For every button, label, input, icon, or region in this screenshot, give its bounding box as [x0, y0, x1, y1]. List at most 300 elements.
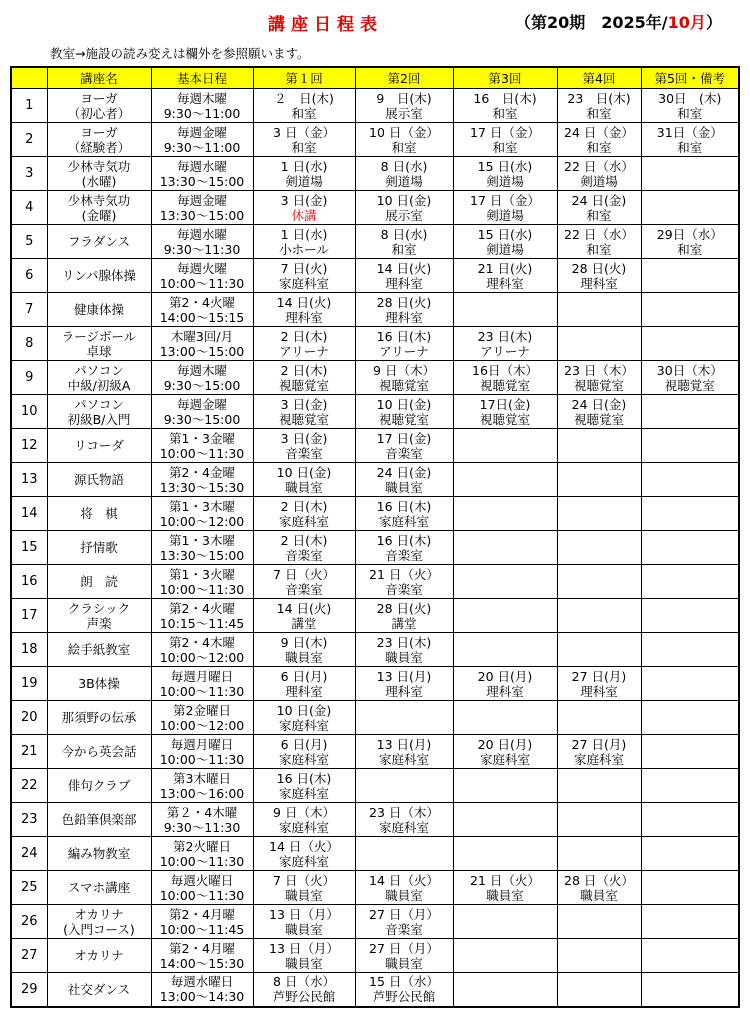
cell-line-secondary: 9:30～15:00	[163, 411, 241, 427]
session-4-cell	[557, 123, 641, 157]
cell-line-secondary: 13:30～15:00	[159, 547, 245, 563]
cell-line-primary: 朗 読	[80, 574, 118, 589]
cell-line-primary: 3 日(金)	[280, 396, 328, 412]
cell-line-secondary: 10:00～11:30	[159, 683, 245, 699]
cell-line-secondary: 10:00～11:30	[159, 275, 245, 291]
schedule-cell	[151, 939, 253, 973]
row-number-cell: 8	[11, 327, 47, 361]
session-3-cell	[453, 225, 557, 259]
cell-line-secondary: 職員室	[285, 921, 323, 937]
session-1-cell	[253, 463, 355, 497]
cell-line-secondary: 家庭科室	[278, 785, 329, 801]
cell-line-primary: 第2・4木曜	[169, 634, 235, 650]
table-row	[11, 735, 739, 769]
cell-line-primary: 22 日（水）	[564, 158, 634, 174]
cell-line-secondary: 10:00～12:00	[159, 649, 245, 665]
session-2-cell	[355, 667, 453, 701]
cell-line-primary: 少林寺気功	[67, 158, 131, 174]
cell-line-secondary: 音楽室	[385, 547, 423, 563]
schedule-cell	[151, 905, 253, 939]
session-2-cell	[355, 871, 453, 905]
session-3-cell	[453, 191, 557, 225]
cell-line-secondary: 和室	[391, 139, 417, 155]
cell-line-secondary: 和室	[586, 241, 612, 257]
session-3-cell	[453, 361, 557, 395]
cell-line-primary: 第1・3火曜	[169, 566, 235, 582]
cell-line-primary: 13 日(月)	[376, 668, 432, 684]
cell-line-primary: 毎週水曜	[176, 158, 227, 174]
cell-line-secondary: 14:00～15:15	[159, 309, 245, 325]
col-header-course: 講座名	[47, 67, 151, 89]
cell-line-secondary: 講堂	[291, 615, 317, 631]
cell-line-secondary: 職員室	[385, 479, 423, 495]
cell-line-primary: 編み物教室	[67, 846, 131, 861]
cell-line-primary: 10 日(金)	[376, 192, 432, 208]
schedule-cell	[151, 395, 253, 429]
cell-line-secondary: 家庭科室	[278, 853, 329, 869]
cell-line-secondary: 音楽室	[285, 547, 323, 563]
table-row	[11, 667, 739, 701]
cell-line-primary: 16 日(木)	[276, 770, 332, 786]
cell-line-secondary: アリーナ	[480, 343, 530, 359]
cell-line-primary: 木曜3回/月	[170, 328, 234, 344]
session-2-cell	[355, 497, 453, 531]
cell-line-secondary: 視聴覚室	[378, 377, 429, 393]
cell-line-secondary: 和室	[586, 105, 612, 121]
session-1-cell	[253, 973, 355, 1007]
schedule-cell	[151, 871, 253, 905]
table-row	[11, 259, 739, 293]
session-2-cell	[355, 157, 453, 191]
cell-line-secondary: 家庭科室	[278, 819, 329, 835]
cell-line-secondary: 中級/初級A	[67, 377, 131, 393]
cell-line-secondary: 声楽	[86, 615, 112, 631]
session-5-cell	[641, 531, 739, 565]
cell-line-secondary: （初心者）	[67, 105, 131, 121]
cell-line-secondary: 和室	[492, 105, 518, 121]
cell-line-primary: 27 日(月)	[571, 668, 627, 684]
course-name-cell	[47, 225, 151, 259]
session-1-cell	[253, 497, 355, 531]
cell-line-secondary: アリーナ	[379, 343, 429, 359]
cell-line-secondary: 小ホール	[279, 241, 329, 257]
schedule-cell	[151, 497, 253, 531]
session-5-cell	[641, 327, 739, 361]
cell-line-secondary: 和室	[586, 207, 612, 223]
row-number-cell: 13	[11, 463, 47, 497]
course-name-cell	[47, 939, 151, 973]
table-row	[11, 429, 739, 463]
cell-line-primary: 3 日(金)	[280, 430, 328, 446]
cell-line-primary: 6 日(月)	[280, 668, 328, 684]
cell-line-primary: 将 棋	[80, 506, 118, 521]
session-4-cell	[557, 973, 641, 1007]
cell-line-secondary: 9:30～11:00	[163, 105, 241, 121]
period-month: 10月	[667, 13, 706, 32]
session-2-cell	[355, 327, 453, 361]
session-2-cell	[355, 633, 453, 667]
schedule-cell	[151, 191, 253, 225]
cell-line-secondary: 理科室	[285, 683, 323, 699]
session-5-cell	[641, 225, 739, 259]
table-row	[11, 191, 739, 225]
session-5-cell	[641, 361, 739, 395]
cell-line-secondary: (金曜)	[81, 207, 117, 223]
table-row	[11, 769, 739, 803]
session-4-cell	[557, 293, 641, 327]
course-name-cell	[47, 633, 151, 667]
table-row	[11, 293, 739, 327]
session-5-cell	[641, 939, 739, 973]
cell-line-secondary: 剣道場	[580, 173, 618, 189]
col-header-session-1: 第１回	[253, 67, 355, 89]
cell-line-secondary: 職員室	[486, 887, 524, 903]
session-1-cell	[253, 89, 355, 123]
session-1-cell	[253, 837, 355, 871]
session-4-cell	[557, 531, 641, 565]
session-1-cell	[253, 361, 355, 395]
cell-line-secondary: 職員室	[385, 955, 423, 971]
course-name-cell	[47, 463, 151, 497]
cell-line-secondary: 職員室	[285, 479, 323, 495]
row-number-cell: 27	[11, 939, 47, 973]
cell-line-secondary: 剣道場	[486, 207, 524, 223]
cell-line-secondary: 初級B/入門	[67, 411, 131, 427]
cell-line-primary: 毎週水曜日	[170, 974, 234, 990]
course-name-cell	[47, 497, 151, 531]
cell-line-primary: 17 日(金)	[376, 430, 432, 446]
schedule-cell	[151, 837, 253, 871]
cell-line-primary: 20 日(月)	[477, 736, 533, 752]
cell-line-primary: 31日（金）	[656, 124, 723, 140]
row-number-cell: 5	[11, 225, 47, 259]
cell-line-primary: 第1・3金曜	[169, 430, 235, 446]
course-name-cell	[47, 599, 151, 633]
session-1-cell	[253, 905, 355, 939]
table-row	[11, 327, 739, 361]
row-number-cell: 3	[11, 157, 47, 191]
cell-line-primary: 8 日（水）	[273, 974, 335, 990]
table-row	[11, 599, 739, 633]
cell-line-secondary: 理科室	[580, 683, 618, 699]
facility-note: 教室→施設の読み変えは欄外を参照願います。	[50, 46, 310, 61]
row-number-cell: 16	[11, 565, 47, 599]
cell-line-primary: ヨーガ	[80, 90, 118, 106]
cell-line-primary: 20 日(月)	[477, 668, 533, 684]
schedule-cell	[151, 769, 253, 803]
cell-line-secondary: 家庭科室	[378, 819, 429, 835]
cell-line-secondary: 和室	[391, 241, 417, 257]
cell-line-secondary: 13:00～16:00	[159, 785, 245, 801]
cell-line-primary: リンパ腺体操	[61, 268, 137, 283]
cell-line-primary: 9 日(木)	[376, 90, 432, 106]
cell-line-primary: 13 日（月）	[269, 906, 339, 922]
cell-line-primary: 30日 (木)	[658, 90, 722, 106]
schedule-cell	[151, 565, 253, 599]
table-row	[11, 973, 739, 1007]
table-row	[11, 837, 739, 871]
cell-line-primary: 15 日(水)	[477, 158, 533, 174]
session-2-cell	[355, 191, 453, 225]
session-4-cell	[557, 905, 641, 939]
cell-line-primary: 21 日（火）	[470, 872, 540, 888]
cell-line-primary: 社交ダンス	[67, 981, 131, 997]
cell-line-primary: 那須野の伝承	[61, 710, 137, 725]
table-row	[11, 633, 739, 667]
session-4-cell	[557, 361, 641, 395]
cell-line-primary: 14 日(火)	[376, 260, 432, 276]
session-1-cell	[253, 565, 355, 599]
session-4-cell	[557, 259, 641, 293]
schedule-cell	[151, 157, 253, 191]
cell-line-secondary: 視聴覚室	[278, 377, 329, 393]
row-number-cell: 1	[11, 89, 47, 123]
course-name-cell	[47, 837, 151, 871]
cell-line-primary: 色鉛筆倶楽部	[61, 812, 137, 827]
session-1-cell	[253, 259, 355, 293]
session-5-cell	[641, 667, 739, 701]
cell-line-secondary: 家庭科室	[378, 513, 429, 529]
cell-line-primary: 16 日(木)	[376, 328, 432, 344]
cell-line-primary: 第2・4火曜	[169, 294, 235, 310]
session-2-cell	[355, 89, 453, 123]
session-2-cell	[355, 293, 453, 327]
cell-line-secondary: 職員室	[385, 887, 423, 903]
cell-line-primary: 毎週木曜	[176, 362, 227, 378]
cell-line-primary: スマホ講座	[67, 880, 131, 895]
session-5-cell	[641, 497, 739, 531]
course-name-cell	[47, 565, 151, 599]
cell-line-primary: 13 日（月）	[269, 940, 339, 956]
cell-line-primary: ２ 日(木)	[274, 90, 334, 106]
cell-line-secondary: 9:30～11:00	[163, 139, 241, 155]
session-5-cell	[641, 89, 739, 123]
cell-line-primary: 少林寺気功	[67, 192, 131, 208]
session-5-cell	[641, 293, 739, 327]
session-4-cell	[557, 633, 641, 667]
cell-line-primary: 24 日（金）	[564, 124, 634, 140]
cell-line-secondary: 視聴覚室	[278, 411, 329, 427]
cell-line-primary: ラージボール	[61, 328, 137, 344]
row-number-cell: 14	[11, 497, 47, 531]
cell-line-secondary: 10:00～11:30	[159, 445, 245, 461]
session-4-cell	[557, 939, 641, 973]
session-2-cell	[355, 123, 453, 157]
session-3-cell	[453, 735, 557, 769]
period-prefix: （第20期 2025年/	[515, 13, 668, 32]
cell-line-secondary: 芦野公民館	[372, 989, 436, 1005]
session-3-cell	[453, 599, 557, 633]
cell-line-secondary: 和室	[586, 139, 612, 155]
cell-line-primary: 23 日(木)	[567, 90, 631, 106]
cell-line-primary: 28 日(火)	[376, 294, 432, 310]
course-name-cell	[47, 259, 151, 293]
cell-line-primary: 毎週火曜	[176, 260, 227, 276]
cell-line-primary: 9 日（木）	[373, 362, 435, 378]
session-3-cell	[453, 259, 557, 293]
session-4-cell	[557, 89, 641, 123]
session-4-cell	[557, 225, 641, 259]
period-suffix: ）	[705, 13, 722, 32]
cell-line-primary: 第3木曜日	[173, 770, 231, 786]
row-number-cell: 26	[11, 905, 47, 939]
schedule-cell	[151, 599, 253, 633]
cell-line-primary: 16 日(木)	[376, 532, 432, 548]
cell-line-secondary: 家庭科室	[479, 751, 530, 767]
session-1-cell	[253, 701, 355, 735]
cell-line-primary: 毎週火曜日	[170, 872, 234, 888]
table-row	[11, 871, 739, 905]
session-5-cell	[641, 973, 739, 1007]
cell-line-secondary: 休講	[291, 207, 317, 223]
session-2-cell	[355, 565, 453, 599]
cell-line-primary: 毎週金曜	[176, 396, 227, 412]
cell-line-secondary: 職員室	[580, 887, 618, 903]
session-3-cell	[453, 89, 557, 123]
cell-line-primary: 21 日（火）	[369, 566, 439, 582]
session-3-cell	[453, 803, 557, 837]
cell-line-secondary: 家庭科室	[573, 751, 624, 767]
cell-line-primary: 28 日(火)	[376, 600, 432, 616]
cell-line-secondary: 10:00～11:30	[159, 581, 245, 597]
session-5-cell	[641, 599, 739, 633]
course-name-cell	[47, 395, 151, 429]
cell-line-primary: 毎週木曜	[176, 90, 227, 106]
session-5-cell	[641, 463, 739, 497]
cell-line-primary: 28 日（火）	[564, 872, 634, 888]
session-1-cell	[253, 123, 355, 157]
session-2-cell	[355, 735, 453, 769]
course-name-cell	[47, 803, 151, 837]
col-header-session-3: 第3回	[453, 67, 557, 89]
cell-line-primary: 17日(金)	[479, 396, 531, 412]
cell-line-primary: 23 日（木）	[564, 362, 634, 378]
session-3-cell	[453, 667, 557, 701]
cell-line-secondary: 卓球	[86, 343, 112, 359]
session-2-cell	[355, 939, 453, 973]
row-number-cell: 29	[11, 973, 47, 1007]
cell-line-secondary: 剣道場	[285, 173, 323, 189]
session-2-cell	[355, 361, 453, 395]
cell-line-primary: 2 日(木)	[280, 532, 328, 548]
cell-line-secondary: 剣道場	[486, 241, 524, 257]
cell-line-secondary: 和室	[677, 105, 703, 121]
session-3-cell	[453, 701, 557, 735]
cell-line-primary: 9 日（木）	[273, 804, 335, 820]
schedule-cell	[151, 701, 253, 735]
course-name-cell	[47, 327, 151, 361]
cell-line-primary: 22 日（水）	[564, 226, 634, 242]
cell-line-primary: 27 日（月）	[369, 940, 439, 956]
cell-line-primary: 7 日（火）	[273, 872, 335, 888]
row-number-cell: 19	[11, 667, 47, 701]
cell-line-primary: 27 日(月)	[571, 736, 627, 752]
course-name-cell	[47, 735, 151, 769]
row-number-cell: 6	[11, 259, 47, 293]
schedule-cell	[151, 429, 253, 463]
session-5-cell	[641, 701, 739, 735]
cell-line-primary: 16日（木）	[472, 362, 538, 378]
cell-line-primary: 9 日(木)	[280, 634, 328, 650]
cell-line-secondary: 理科室	[385, 275, 423, 291]
cell-line-primary: 6 日(月)	[280, 736, 328, 752]
row-number-cell: 15	[11, 531, 47, 565]
session-1-cell	[253, 599, 355, 633]
row-number-cell: 12	[11, 429, 47, 463]
course-name-cell	[47, 89, 151, 123]
table-row	[11, 123, 739, 157]
cell-line-primary: フラダンス	[67, 234, 131, 249]
cell-line-primary: 1 日(水)	[280, 226, 328, 242]
row-number-cell: 17	[11, 599, 47, 633]
cell-line-secondary: 13:30～15:00	[159, 207, 245, 223]
row-number-cell: 2	[11, 123, 47, 157]
cell-line-primary: 3B体操	[78, 676, 120, 691]
course-name-cell	[47, 701, 151, 735]
cell-line-primary: 23 日（木）	[369, 804, 439, 820]
col-header-schedule: 基本日程	[151, 67, 253, 89]
table-body	[11, 89, 739, 1007]
session-3-cell	[453, 769, 557, 803]
cell-line-secondary: 視聴覚室	[573, 377, 624, 393]
cell-line-primary: 21 日(火)	[477, 260, 533, 276]
session-4-cell	[557, 599, 641, 633]
session-5-cell	[641, 429, 739, 463]
row-number-cell: 21	[11, 735, 47, 769]
cell-line-primary: 16 日(木)	[376, 498, 432, 514]
session-1-cell	[253, 769, 355, 803]
session-5-cell	[641, 123, 739, 157]
cell-line-secondary: 13:30～15:30	[159, 479, 245, 495]
row-number-cell: 7	[11, 293, 47, 327]
cell-line-secondary: 家庭科室	[278, 275, 329, 291]
cell-line-primary: 第2・4火曜	[169, 600, 235, 616]
cell-line-primary: オカリナ	[74, 948, 124, 963]
table-row	[11, 939, 739, 973]
session-5-cell	[641, 191, 739, 225]
cell-line-secondary: 展示室	[385, 105, 423, 121]
session-2-cell	[355, 531, 453, 565]
cell-line-secondary: 理科室	[385, 683, 423, 699]
cell-line-secondary: 理科室	[486, 683, 524, 699]
session-2-cell	[355, 803, 453, 837]
session-3-cell	[453, 157, 557, 191]
row-number-cell: 4	[11, 191, 47, 225]
session-5-cell	[641, 157, 739, 191]
cell-line-secondary: 展示室	[385, 207, 423, 223]
course-name-cell	[47, 157, 151, 191]
cell-line-secondary: 和室	[492, 139, 518, 155]
session-5-cell	[641, 259, 739, 293]
schedule-cell	[151, 463, 253, 497]
cell-line-secondary: 10:00～12:00	[159, 513, 245, 529]
cell-line-secondary: 和室	[677, 139, 703, 155]
cell-line-secondary: 10:15～11:45	[159, 615, 245, 631]
session-1-cell	[253, 633, 355, 667]
schedule-cell	[151, 361, 253, 395]
cell-line-secondary: 13:00～14:30	[159, 989, 245, 1005]
cell-line-primary: 絵手紙教室	[67, 642, 131, 657]
table-row	[11, 701, 739, 735]
cell-line-primary: 17 日（金）	[470, 124, 540, 140]
schedule-cell	[151, 89, 253, 123]
col-header-no	[11, 67, 47, 89]
session-3-cell	[453, 497, 557, 531]
cell-line-secondary: 家庭科室	[278, 751, 329, 767]
session-4-cell	[557, 191, 641, 225]
cell-line-secondary: 14:00～15:30	[159, 955, 245, 971]
cell-line-primary: 23 日(木)	[376, 634, 432, 650]
